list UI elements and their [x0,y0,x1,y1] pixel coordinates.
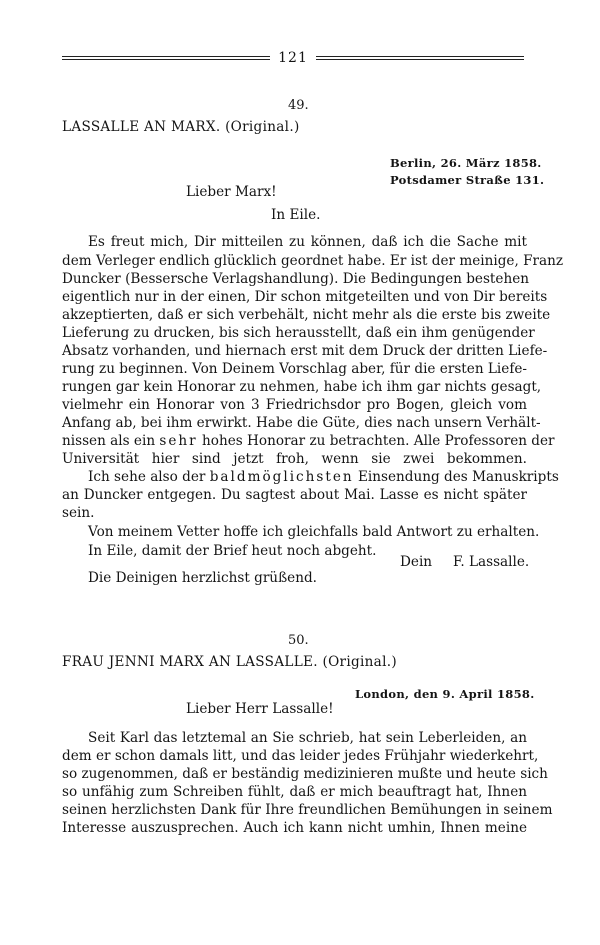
text-line: Es freut mich, Dir mitteilen zu können, daß ich die Sache mit [88,234,527,250]
text-line: dem Verleger endlich glücklich geordnet habe. Er ist der meinige, Franz [62,253,564,269]
text-line: dem er schon damals litt, und das leider jedes Frühjahr wiederkehrt, [62,748,539,764]
text-line: Lieferung zu drucken, bis sich herausstellt, daß ein ihm genügender [62,325,535,341]
letter-49-postscript: Die Deinigen herzlichst grüßend. [88,570,317,586]
text-line: In Eile, damit der Brief heut noch abgeht. [88,543,377,559]
text-line: so zugenommen, daß er beständig medizinieren mußte und heute sich [62,766,548,782]
text-line: akzeptierten, daß er sich verbehält, nicht mehr als die erste bis zweite [62,307,551,323]
text-line: so unfähig zum Schreiben fühlt, daß er mich beauftragt hat, Ihnen [62,784,527,800]
text-line: eigentlich nur in der einen, Dir schon mitgeteilten und von Dir bereits [62,289,548,305]
letter-49-number: 49. [288,98,309,113]
page-number: 121 [278,50,308,66]
text-line: vielmehr ein Honorar von 3 Friedrichsdor pro Bogen, gleich vom [62,397,527,413]
running-header [62,48,524,68]
letter-50-number: 50. [288,633,309,648]
text-line: Ich sehe also der baldmöglichsten Einsendung des Manuskripts [88,469,559,485]
text-line: Anfang ab, bei ihm erwirkt. Habe die Güte, dies nach unsern Verhält- [62,415,541,431]
letter-49-place-date: Berlin, 26. März 1858. [390,156,542,170]
letter-49-address: Potsdamer Straße 131. [390,173,545,187]
text-line: Interesse auszusprechen. Auch ich kann nicht umhin, Ihnen meine [62,820,527,836]
letter-49-salutation: Lieber Marx! [186,184,277,200]
letter-50-salutation: Lieber Herr Lassalle! [186,701,334,717]
text-line: Absatz vorhanden, und hiernach erst mit dem Druck der dritten Liefe- [62,343,548,359]
text-line: Von meinem Vetter hoffe ich gleichfalls bald Antwort zu erhalten. [88,524,540,540]
letter-49-title: LASSALLE AN MARX. (Original.) [62,119,300,135]
text-line: sein. [62,505,95,521]
letter-50-place-date: London, den 9. April 1858. [355,687,535,701]
letter-50-title: FRAU JENNI MARX AN LASSALLE. (Original.) [62,654,397,670]
text-line: seinen herzlichsten Dank für Ihre freundlichen Bemühungen in seinem [62,802,553,818]
text-line: rung zu beginnen. Von Deinem Vorschlag aber, für die ersten Liefe- [62,361,527,377]
letter-49-note: In Eile. [271,207,321,223]
text-line: Universität hier sind jetzt froh, wenn sie zwei bekommen. [62,451,527,467]
text-line: Duncker (Bessersche Verlagshandlung). Die Bedingungen bestehen [62,271,529,287]
text-line: an Duncker entgegen. Du sagtest about Mai. Lasse es nicht später [62,487,527,503]
letter-49-closing: Dein [400,554,433,570]
text-line: rungen gar kein Honorar zu nehmen, habe ich ihm gar nichts gesagt, [62,379,542,395]
text-line: nissen als ein sehr hohes Honorar zu betrachten. Alle Professoren der [62,433,555,449]
letter-49-signature: F. Lassalle. [453,554,530,570]
text-line: Seit Karl das letztemal an Sie schrieb, hat sein Leberleiden, an [88,730,527,746]
header-rule-right [316,56,524,60]
